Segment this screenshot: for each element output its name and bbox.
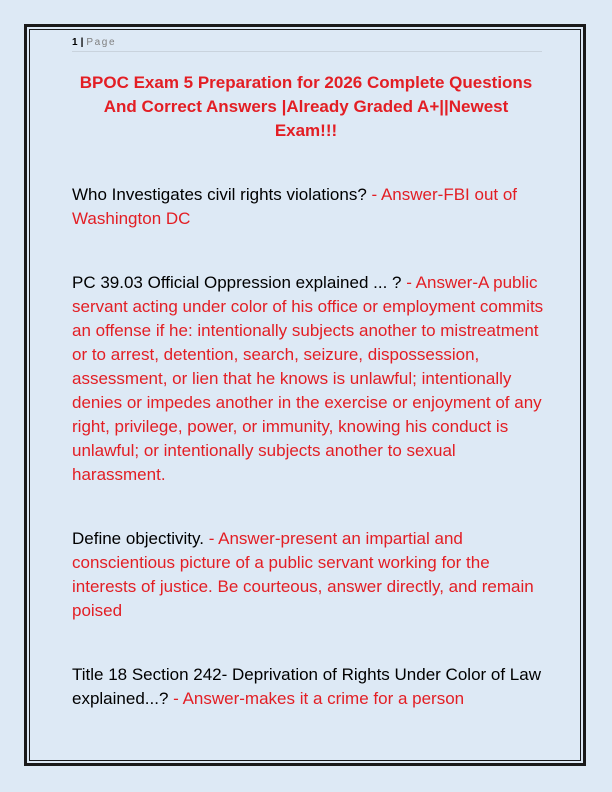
page-header [72, 37, 542, 52]
question-text: Define objectivity. [72, 529, 204, 548]
question-text: PC 39.03 Official Oppression explained ... ? [72, 273, 402, 292]
answer-text: - Answer-present an impartial and conscientious picture of a public servant working for the interests of justice. Be courteous, answer directly, and remain poised [72, 529, 534, 620]
page-number: 1 [72, 37, 78, 48]
document-title: BPOC Exam 5 Preparation for 2026 Complete Questions And Correct Answers |Already Graded A+||Newest Exam!!! [79, 73, 533, 140]
qa-item [72, 183, 546, 231]
qa-item [72, 527, 546, 623]
qa-item [72, 271, 546, 487]
answer-text: - Answer-A public servant acting under color of his office or employment commits an offense if he: intentionally subjects another to mistreatment or to arrest, detention, search, seizure, dispossession, assessment, or lien that he knows is unlawful; intentionally denies or impedes another in the exercise or enjoyment of any right, privilege, power, or immunity, knowing his conduct is unlawful; or intentionally subjects another to sexual harassment. [72, 273, 544, 484]
page-label: Page [86, 37, 117, 48]
page-separator: | [80, 37, 84, 48]
question-text: Title 18 Section 242- Deprivation of Rights Under Color of Law explained...? [72, 665, 541, 708]
question-text: Who Investigates civil rights violations? [72, 185, 367, 204]
qa-item [72, 663, 546, 711]
answer-text: - Answer-makes it a crime for a person [168, 689, 465, 708]
answer-text: - Answer-FBI out of Washington DC [72, 185, 518, 228]
